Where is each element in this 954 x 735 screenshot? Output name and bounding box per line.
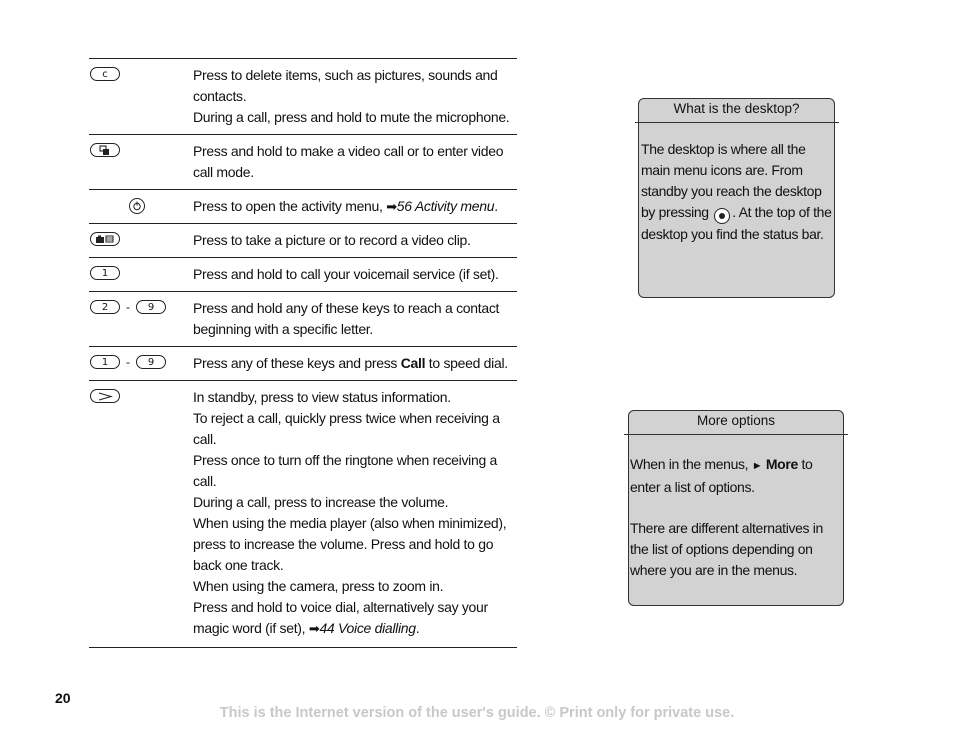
description-line: Press and hold to make a video call or to enter video call mode. — [193, 143, 504, 180]
play-arrow-icon: ► — [751, 460, 763, 472]
video-call-key-icon — [90, 143, 120, 157]
nine-key-icon: 9 — [136, 355, 166, 369]
description — [193, 353, 517, 374]
description — [193, 387, 517, 639]
description-line: When using the camera, press to zoom in. — [193, 578, 444, 594]
divider — [635, 122, 839, 123]
key-cell — [89, 141, 193, 183]
description-line: Press once to turn off the ringtone when receiving a call. — [193, 452, 498, 489]
key-cell — [89, 264, 193, 285]
footer-notice: This is the Internet version of the user's guide. © Print only for private use. — [219, 705, 735, 721]
table-row — [89, 381, 517, 648]
more-label: More — [765, 456, 798, 472]
description-line: Press to delete items, such as pictures, sounds and contacts. — [193, 67, 498, 104]
description — [193, 264, 517, 285]
description-line: Press any of these keys and press Call to speed dial. — [193, 355, 508, 371]
one-key-icon: 1 — [90, 355, 120, 369]
key-cell — [89, 65, 193, 128]
panel-body: The desktop is where all the main menu icons are. From standby you reach the desktop by pressing . At the top of the desktop you find the status bar. — [641, 141, 832, 242]
table-row — [89, 224, 517, 258]
description-line: In standby, press to view status information. — [193, 389, 451, 405]
activity-menu-key-icon — [129, 198, 145, 214]
key-cell — [89, 387, 193, 639]
key-cell: 1 - 9 — [89, 353, 193, 374]
page-reference[interactable]: 44 Voice dialling — [319, 620, 416, 636]
description-line: Press and hold to voice dial, alternatively say your magic word (if set), ➡44 Voice dialling. — [193, 599, 488, 636]
panel-title: What is the desktop? — [673, 101, 800, 116]
table-row — [89, 291, 517, 347]
description-line: During a call, press and hold to mute the microphone. — [193, 109, 510, 125]
page-number: 20 — [55, 690, 71, 706]
description — [193, 298, 517, 340]
table-row — [89, 59, 517, 135]
description-line: Press and hold any of these keys to reach a contact beginning with a specific letter. — [193, 300, 500, 337]
camera-key-icon — [90, 232, 120, 246]
desktop-info-panel — [638, 98, 835, 298]
description-line: During a call, press to increase the volume. — [193, 494, 449, 510]
page-reference[interactable]: 56 Activity menu — [396, 198, 495, 214]
one-key-icon: 1 — [90, 266, 120, 280]
volume-up-key-icon — [90, 389, 120, 403]
panel-title: More options — [696, 413, 776, 428]
description-line: Press and hold to call your voicemail service (if set). — [193, 266, 499, 282]
description-line: To reject a call, quickly press twice when receiving a call. — [193, 410, 500, 447]
arrow-right-icon: ➡ — [308, 621, 320, 636]
table-row — [89, 135, 517, 190]
description-line: When using the media player (also when minimized), press to increase the volume. Press and hold to go back one track. — [193, 515, 507, 573]
table-row — [89, 258, 517, 292]
nine-key-icon: 9 — [136, 300, 166, 314]
table-row — [89, 190, 517, 224]
description-line: Press to take a picture or to record a video clip. — [193, 232, 471, 248]
key-table — [89, 58, 517, 648]
description-line: Press to open the activity menu, ➡56 Activity menu. — [193, 198, 498, 214]
c-key-icon: c — [90, 67, 120, 81]
arrow-right-icon: ➡ — [386, 199, 397, 214]
divider — [624, 434, 848, 435]
table-row — [89, 347, 517, 381]
key-cell — [89, 230, 193, 251]
description — [193, 65, 517, 128]
description — [193, 141, 517, 183]
more-options-panel — [628, 410, 844, 606]
description — [193, 230, 517, 251]
panel-body: When in the menus, ► More to enter a list of options. There are different alternatives in the list of options depending on where you are in the menus. — [630, 456, 823, 578]
select-key-icon — [714, 208, 730, 224]
two-key-icon: 2 — [90, 300, 120, 314]
call-key-label: Call — [400, 355, 426, 371]
key-cell — [89, 196, 193, 217]
description — [193, 196, 517, 217]
key-cell: 2 - 9 — [89, 298, 193, 340]
